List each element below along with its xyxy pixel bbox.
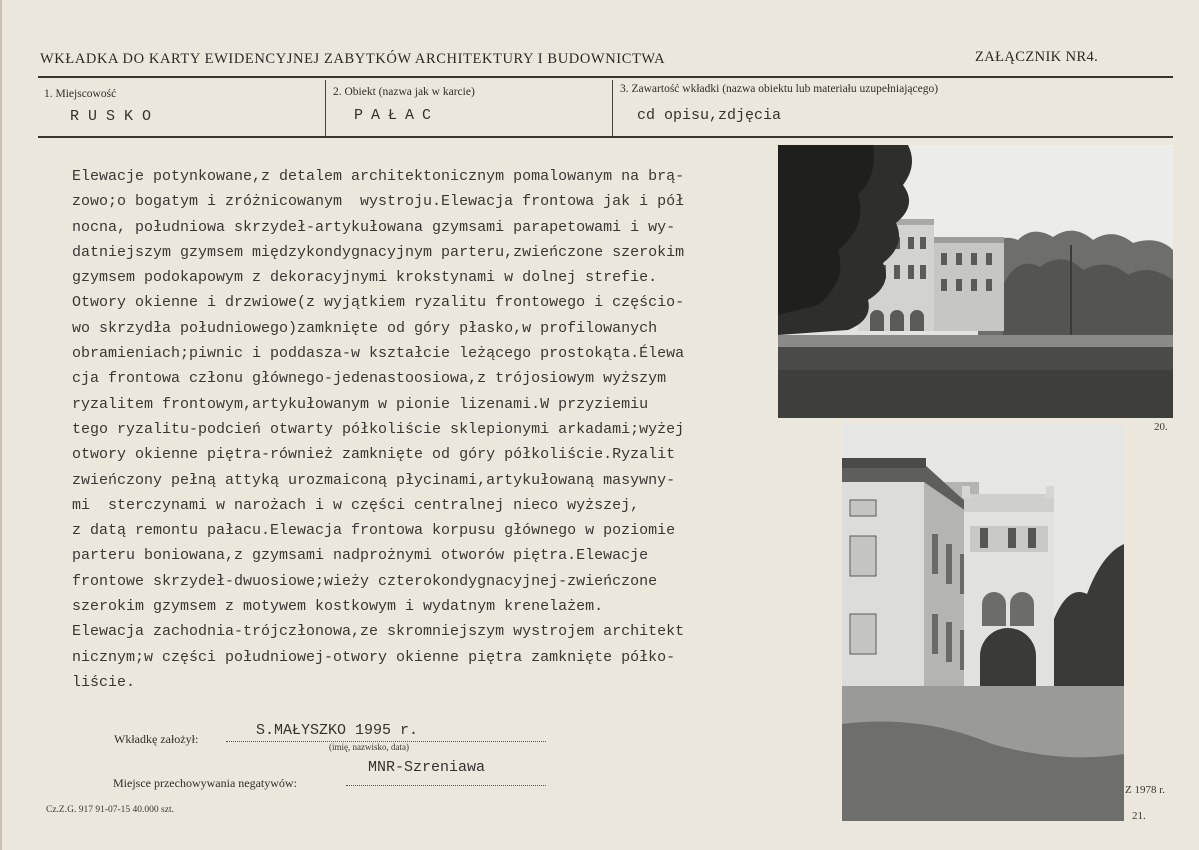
content-label: 3. Zawartość wkładki (nazwa obiektu lub materiału uzupełniającego) [620,83,939,95]
description-line: ryzalitem frontowym,artykułowanym w pionie lizenami.W przyziemiu [72,395,649,413]
fields-bottom-rule [38,136,1173,138]
description-line: szerokim gzymsem z motywem kostkowym i wydatnym krenelażem. [72,598,604,616]
description-line: z datą remontu pałacu.Elewacja frontowa korpusu głównego w poziomie [72,522,676,540]
description-line: zwieńczony pełną attyką urozmaiconą płycinami,artykułowaną masywny- [72,471,676,489]
description-line: parteru boniowana,z gzymsami nadprożnymi otworów piętra.Elewacje [72,547,649,565]
description-line: obramieniach;piwnic i poddasza-w kształcie leżącego prostokąta.Élewa [72,345,685,363]
description-line: datniejszym gzymsem międzykondygnacyjnym parteru,zwieńczone szerokim [72,243,685,261]
photo2-date: Z 1978 r. [1125,784,1166,796]
photo2-number: 21. [1132,810,1146,822]
description-text [72,164,772,695]
description-line: wo skrzydła południowego)zamknięte od góry płasko,w profilowanych [72,319,658,337]
locality-label: 1. Miejscowość [44,88,117,100]
description-line: otwory okienne piętra-również zamknięte od góry półkoliście.Ryzalit [72,446,676,464]
description-line: nocna, południowa skrzydeł-artykułowana gzymsami parapetowami i wy- [72,218,676,236]
founder-label: Wkładkę założył: [114,732,199,746]
description-line: nicznym;w części południowej-otwory okienne piętra zamknięte półko- [72,648,676,666]
field-divider-1 [325,80,326,136]
attachment-number: ZAŁĄCZNIK NR4. [975,49,1099,65]
description-line: tego ryzalitu-podcień otwarty półkoliście sklepionymi arkadami;wyżej [72,420,685,438]
description-line: frontowe skrzydeł-dwuosiowe;wieży czterokondygnacyjnej-zwieńczone [72,572,658,590]
photo1-number: 20. [1154,421,1168,433]
founder-hint: (imię, nazwisko, data) [329,742,409,752]
field-divider-2 [612,80,613,136]
storage-dotline [346,785,546,786]
description-line: liście. [72,673,136,691]
print-info: Cz.Z.G. 917 91-07-15 40.000 szt. [46,805,174,815]
content-value: cd opisu,zdjęcia [637,107,782,124]
description-line: zowo;o bogatym i zróżnicowanym wystroju.Elewacja frontowa jak i pół [72,193,685,211]
description-line: mi sterczynami w narożach i w części centralnej nieco wyższej, [72,496,640,514]
object-value: PAŁAC [354,107,440,124]
storage-value: MNR-Szreniawa [368,759,486,776]
storage-label: Miejsce przechowywania negatywów: [113,776,297,790]
founder-value: S.MAŁYSZKO 1995 r. [256,722,419,739]
description-line: gzymsem podokapowym z dekoracyjnymi krokstynami w dolnej strefie. [72,269,658,287]
locality-value: RUSKO [70,108,161,125]
photo-tower-arcade [842,424,1124,821]
description-line: cja frontowa członu głównego-jedenastoosiowa,z trójosiowym wyższym [72,370,667,388]
description-line: Elewacja zachodnia-trójczłonowa,ze skromniejszym wystrojem architekt [72,623,685,641]
document-title: WKŁADKA DO KARTY EWIDENCYJNEJ ZABYTKÓW ARCHITEKTURY I BUDOWNICTWA [40,51,666,67]
object-label: 2. Obiekt (nazwa jak w karcie) [333,86,475,98]
header-rule [38,76,1173,78]
description-line: Otwory okienne i drzwiowe(z wyjątkiem ryzalitu frontowego i częścio- [72,294,685,312]
photo-palace-facade [778,145,1173,418]
description-line: Elewacje potynkowane,z detalem architektonicznym pomalowanym na brą- [72,168,685,185]
